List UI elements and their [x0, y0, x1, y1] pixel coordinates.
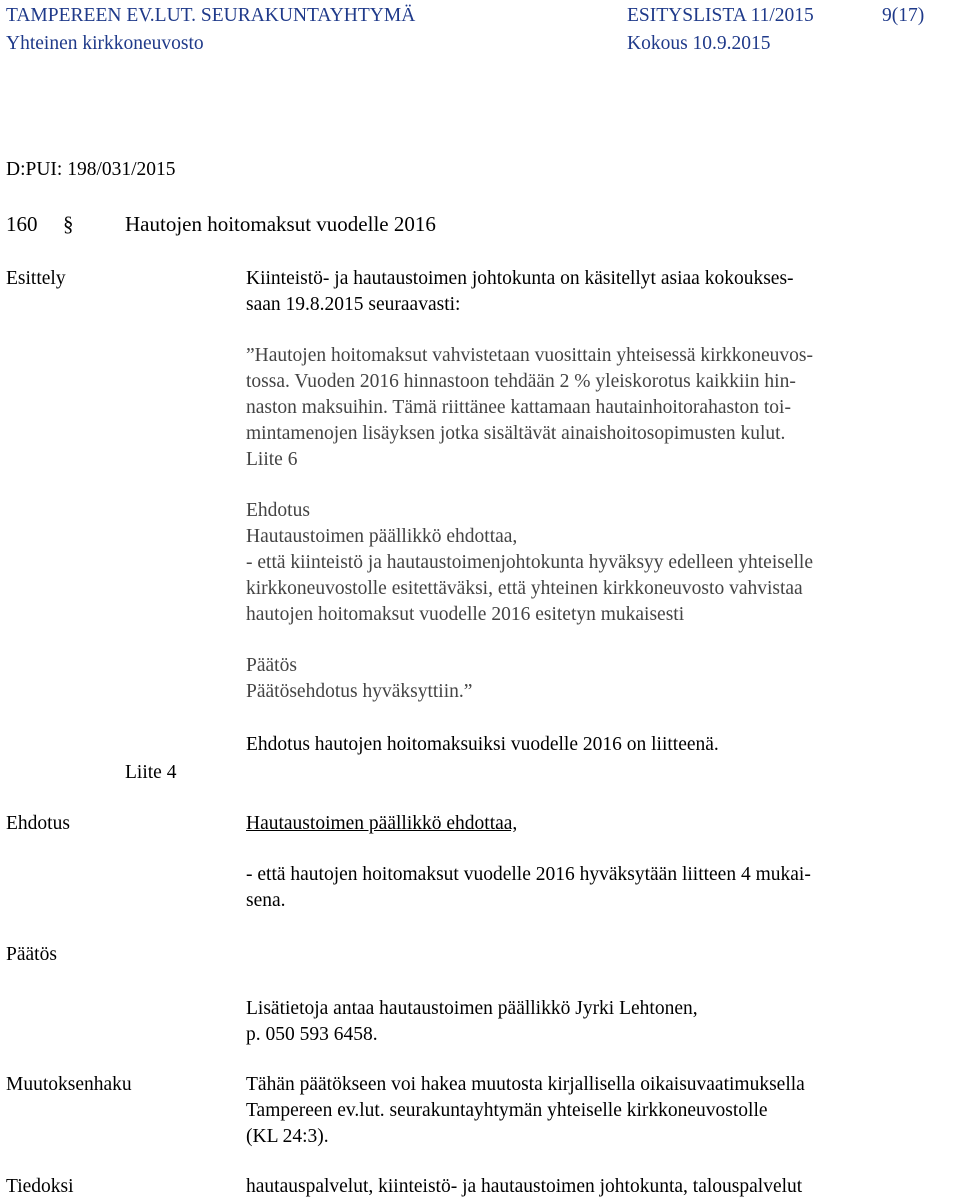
esittely-label: Esittely — [6, 268, 66, 289]
muutoksenhaku-label: Muutoksenhaku — [6, 1074, 132, 1095]
header-list-number: ESITYSLISTA 11/2015 — [627, 5, 814, 26]
section-sign: § — [63, 212, 74, 236]
tiedoksi-text: hautauspalvelut, kiinteistö- ja hautaustoimen johtokunta, talouspalvelut — [246, 1176, 803, 1197]
quote-decision-heading: Päätös — [246, 655, 297, 676]
paatos-label: Päätös — [6, 944, 57, 965]
esittely-line-2: saan 19.8.2015 seuraavasti: — [246, 294, 461, 315]
ehdotus-proposer: Hautaustoimen päällikkö ehdottaa, — [246, 813, 518, 834]
quote-proposal-line-1: Hautaustoimen päällikkö ehdottaa, — [246, 526, 518, 547]
quote-line-4: mintamenojen lisäyksen jotka sisältävät ainaishoitosopimusten kulut. — [246, 423, 786, 444]
header-meeting-date: Kokous 10.9.2015 — [627, 33, 771, 54]
ehdotus-line-2: sena. — [246, 890, 286, 911]
quote-line-2: tossa. Vuoden 2016 hinnastoon tehdään 2 % yleiskorotus kaikkiin hin- — [246, 371, 796, 392]
header-body: Yhteinen kirkkoneuvosto — [6, 33, 204, 54]
esittely-line-1: Kiinteistö- ja hautaustoimen johtokunta on käsitellyt asiaa kokoukses- — [246, 268, 794, 289]
info-line-1: Lisätietoja antaa hautaustoimen päällikkö Jyrki Lehtonen, — [246, 998, 698, 1019]
item-number: 160 — [6, 212, 38, 236]
quote-line-5: Liite 6 — [246, 449, 298, 470]
attachment-label: Liite 4 — [125, 762, 177, 783]
tiedoksi-label: Tiedoksi — [6, 1176, 74, 1197]
muutoksenhaku-line-1: Tähän päätökseen voi hakea muutosta kirjallisella oikaisuvaatimuksella — [246, 1074, 805, 1095]
quote-proposal-line-2: - että kiinteistö ja hautaustoimenjohtokunta hyväksyy edelleen yhteiselle — [246, 552, 813, 573]
quote-proposal-line-3: kirkkoneuvostolle esitettäväksi, että yhteinen kirkkoneuvosto vahvistaa — [246, 578, 803, 599]
attachment-text: Ehdotus hautojen hoitomaksuiksi vuodelle 2016 on liitteenä. — [246, 734, 719, 755]
muutoksenhaku-line-2: Tampereen ev.lut. seurakuntayhtymän yhteiselle kirkkoneuvostolle — [246, 1100, 768, 1121]
header-page-number: 9(17) — [882, 5, 925, 26]
reference-number: D:PUI: 198/031/2015 — [6, 159, 176, 180]
muutoksenhaku-line-3: (KL 24:3). — [246, 1126, 329, 1147]
quote-decision-text: Päätösehdotus hyväksyttiin.” — [246, 681, 473, 702]
quote-line-1: ”Hautojen hoitomaksut vahvistetaan vuosittain yhteisessä kirkkoneuvos- — [246, 345, 814, 366]
ehdotus-line-1: - että hautojen hoitomaksut vuodelle 2016 hyväksytään liitteen 4 mukai- — [246, 864, 811, 885]
ehdotus-label: Ehdotus — [6, 813, 70, 834]
quote-proposal-line-4: hautojen hoitomaksut vuodelle 2016 esitetyn mukaisesti — [246, 604, 685, 625]
info-line-2: p. 050 593 6458. — [246, 1024, 378, 1045]
quote-proposal-heading: Ehdotus — [246, 500, 310, 521]
quote-line-3: naston maksuihin. Tämä riittänee kattamaan hautainhoitorahaston toi- — [246, 397, 791, 418]
item-title: Hautojen hoitomaksut vuodelle 2016 — [125, 212, 436, 236]
header-org: TAMPEREEN EV.LUT. SEURAKUNTAYHTYMÄ — [6, 5, 416, 26]
